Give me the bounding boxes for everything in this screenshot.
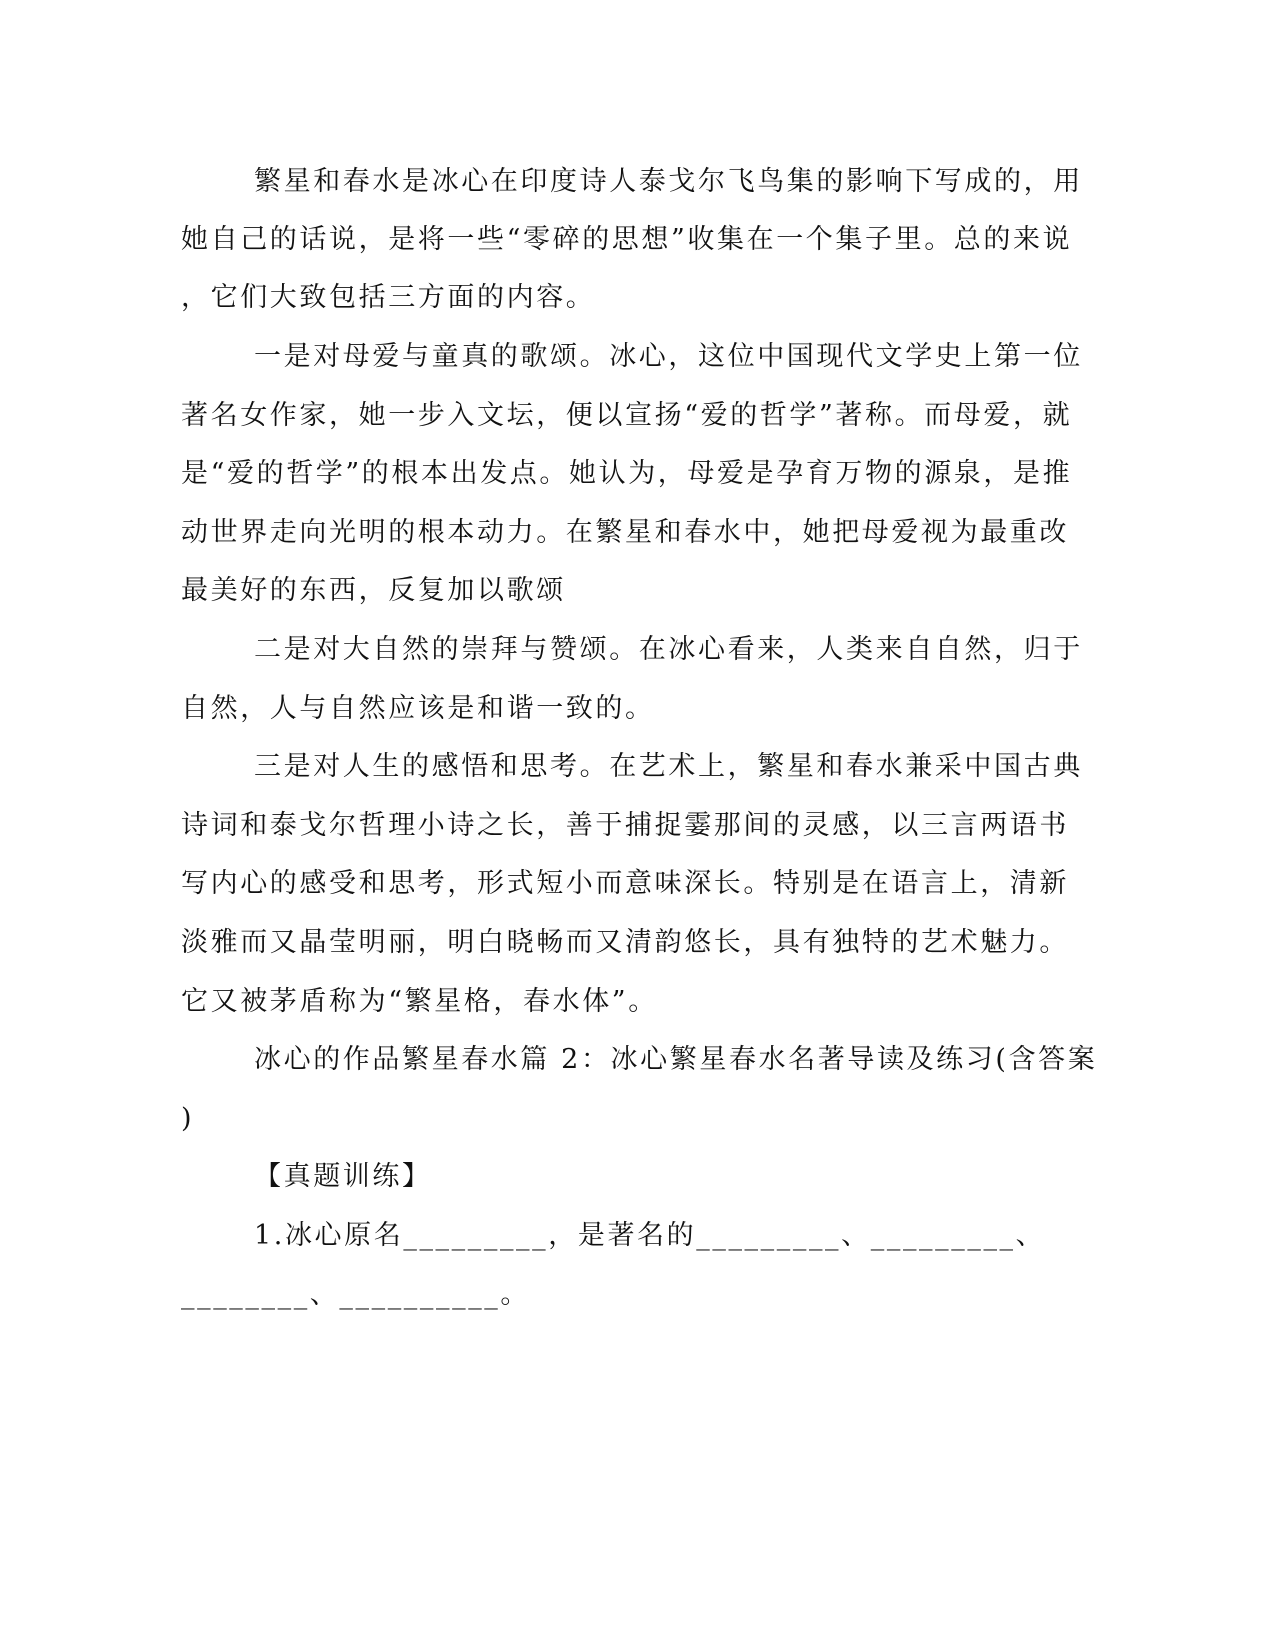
text-line: 它又被茅盾称为“繁星格，春水体”。 [181, 986, 658, 1017]
text-line: 淡雅而又晶莹明丽，明白晓畅而又清韵悠长，具有独特的艺术魅力。 [181, 927, 1069, 958]
text-line: 她自己的话说，是将一些“零碎的思想”收集在一个集子里。总的来说 [181, 224, 1073, 255]
text-line: 是“爱的哲学”的根本出发点。她认为，母爱是孕育万物的源泉，是推 [181, 458, 1073, 489]
text-line: 二是对大自然的崇拜与赞颂。在冰心看来，人类来自自然，归于 [254, 634, 1083, 665]
text-line: 动世界走向光明的根本动力。在繁星和春水中，她把母爱视为最重改 [181, 517, 1069, 548]
text-line: ) [181, 1103, 195, 1134]
text-line: 自然，人与自然应该是和谐一致的。 [181, 693, 655, 724]
question-line: 1.冰心原名_________，是著名的_________、_________、 [254, 1220, 1046, 1251]
text-line: 繁星和春水是冰心在印度诗人泰戈尔飞鸟集的影响下写成的，用 [254, 166, 1083, 197]
text-line: 最美好的东西，反复加以歌颂 [181, 575, 566, 606]
text-line: 写内心的感受和思考，形式短小而意味深长。特别是在语言上，清新 [181, 868, 1069, 899]
text-line: 三是对人生的感悟和思考。在艺术上，繁星和春水兼采中国古典 [254, 751, 1083, 782]
section-heading: 【真题训练】 [254, 1161, 432, 1192]
text-line: 一是对母爱与童真的歌颂。冰心，这位中国现代文学史上第一位 [254, 341, 1083, 372]
text-line: ，它们大致包括三方面的内容。 [181, 282, 596, 313]
text-line: 著名女作家，她一步入文坛，便以宣扬“爱的哲学”著称。而母爱，就 [181, 400, 1073, 431]
question-line: ________、__________。 [181, 1279, 530, 1310]
text-line: 冰心的作品繁星春水篇 2：冰心繁星春水名著导读及练习(含答案 [254, 1044, 1098, 1075]
text-line: 诗词和泰戈尔哲理小诗之长，善于捕捉霎那间的灵感，以三言两语书 [181, 810, 1069, 841]
